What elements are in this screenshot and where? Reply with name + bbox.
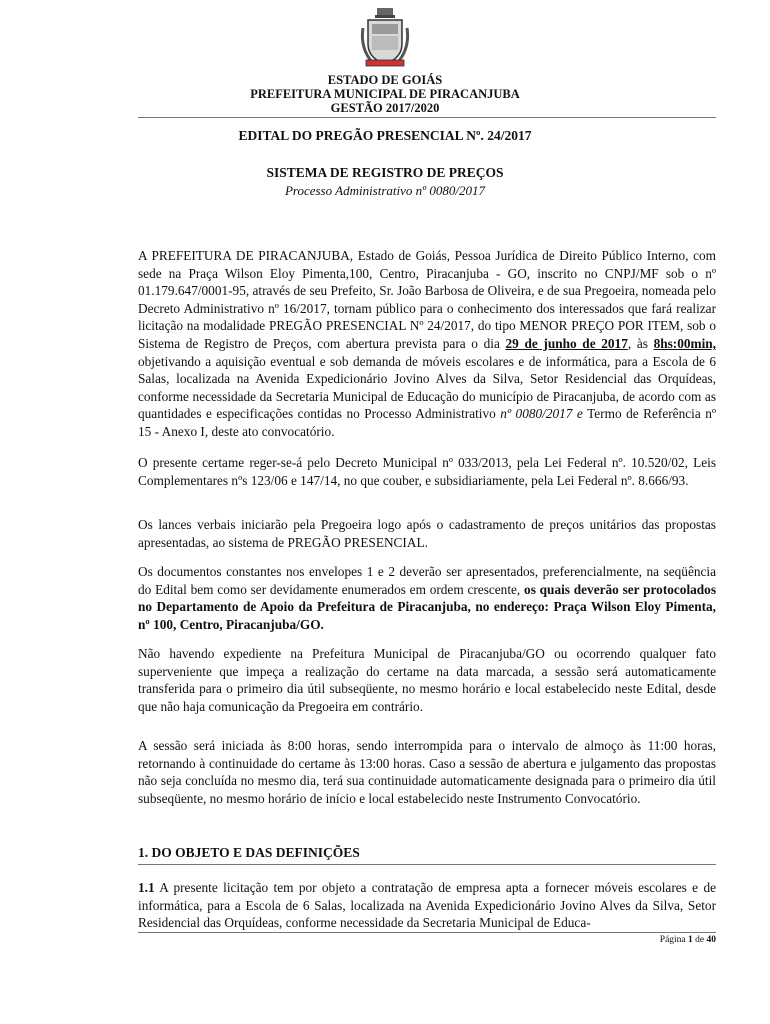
- paragraph-object: 1.1 A presente licitação tem por objeto a contratação de empresa apta a fornecer móveis escolares e de informática, para a Escola de 6 Salas, localizada na Avenida Expedicionário Jovino Alves da Silva, Setor Residencial das Orquídeas, conforme necessidade da Secretaria Municipal de Educa-: [138, 880, 716, 931]
- section-rule: [138, 864, 716, 865]
- paragraph-intro: A PREFEITURA DE PIRACANJUBA, Estado de Goiás, Pessoa Jurídica de Direito Público Interno, com sede na Praça Wilson Eloy Pimenta,100, Centro, Piracanjuba - GO, inscrito no CNPJ/MF sob o nº 01.179.647/0001-95, através de seu Prefeito, Sr. João Barbosa de Oliveira, e de sua Pregoeira, nomeada pelo Decreto Administrativo nº 16/2017, tornam público para o conhecimento dos interessados que fará realizar licitação na modalidade PREGÃO PRESENCIAL Nº 24/2017, do tipo MENOR PREÇO POR ITEM, sob o Sistema de Registro de Preços, com abertura prevista para o dia 29 de junho de 2017, às 8hs:00min, objetivando a aquisição eventual e sob demanda de móveis escolares e de informática, para a Escola de 6 Salas, localizada na Avenida Expedicionário Jovino Alves da Silva, Setor Residencial das Orquídeas, conforme necessidade da Secretaria Municipal de Educação do município de Piracanjuba, de acordo com as quantidades e especificações contidas no Processo Administrativo nº 0080/2017 e Termo de Referência nº 15 - Anexo I, deste ato convocatório.: [138, 248, 716, 439]
- document-subtitle: SISTEMA DE REGISTRO DE PREÇOS: [266, 165, 504, 180]
- coat-of-arms-logo: [360, 8, 410, 70]
- header-prefecture: PREFEITURA MUNICIPAL DE PIRACANJUBA: [250, 87, 520, 101]
- section-heading: 1. DO OBJETO E DAS DEFINIÇÕES: [138, 845, 360, 860]
- page-number: Página 1 de 40: [659, 935, 716, 945]
- footer-rule: [138, 932, 716, 933]
- paragraph-documents: Os documentos constantes nos envelopes 1 e 2 deverão ser apresentados, preferencialmente, na seqüência do Edital bem como ser devidamente enumerados em ordem crescente, os quais deverão ser protocolados no Departamento de Apoio da Prefeitura de Piracanjuba, no endereço: Praça Wilson Eloy Pimenta, nº 100, Centro, Piracanjuba/GO.: [138, 564, 717, 632]
- paragraph-no-session: Não havendo expediente na Prefeitura Municipal de Piracanjuba/GO ou ocorrendo qualquer fato superveniente que impeça a realização do certame na data marcada, a sessão será automaticamente transferida para o primeiro dia útil subseqüente, no mesmo horário e local estabelecido neste Edital, desde que não haja comunicação da Pregoeira em contrário.: [138, 646, 716, 714]
- paragraph-bids: Os lances verbais iniciarão pela Pregoeira logo após o cadastramento de preços unitários das propostas apresentadas, ao sistema de PREGÃO PRESENCIAL.: [138, 517, 716, 550]
- document-title: EDITAL DO PREGÃO PRESENCIAL Nº. 24/2017: [238, 128, 532, 143]
- opening-time: 8hs:00min,: [653, 335, 716, 351]
- paragraph-session-hours: A sessão será iniciada às 8:00 horas, sendo interrompida para o intervalo de almoço às 11:00 horas, retornando à continuidade do certame às 13:00 horas. Caso a sessão de abertura e julgamento das propostas não seja concluída no mesmo dia, terá sua continuidade automaticamente designada para o primeiro dia útil subseqüente, no mesmo horário de início e local estabelecido neste Instrumento Convocatório.: [138, 738, 716, 806]
- opening-date: 29 de junho de 2017: [505, 335, 628, 351]
- header-term: GESTÃO 2017/2020: [330, 101, 440, 115]
- header-rule: [138, 117, 716, 118]
- header-state: ESTADO DE GOIÁS: [327, 73, 443, 87]
- process-number: Processo Administrativo nº 0080/2017: [284, 183, 486, 198]
- paragraph-legal-basis: O presente certame reger-se-á pelo Decreto Municipal nº 033/2013, pela Lei Federal nº. 10.520/02, Leis Complementares nºs 123/06 e 147/14, no que couber, e subsidiariamente, pela Lei Federal nº. 8.666/93.: [138, 455, 716, 488]
